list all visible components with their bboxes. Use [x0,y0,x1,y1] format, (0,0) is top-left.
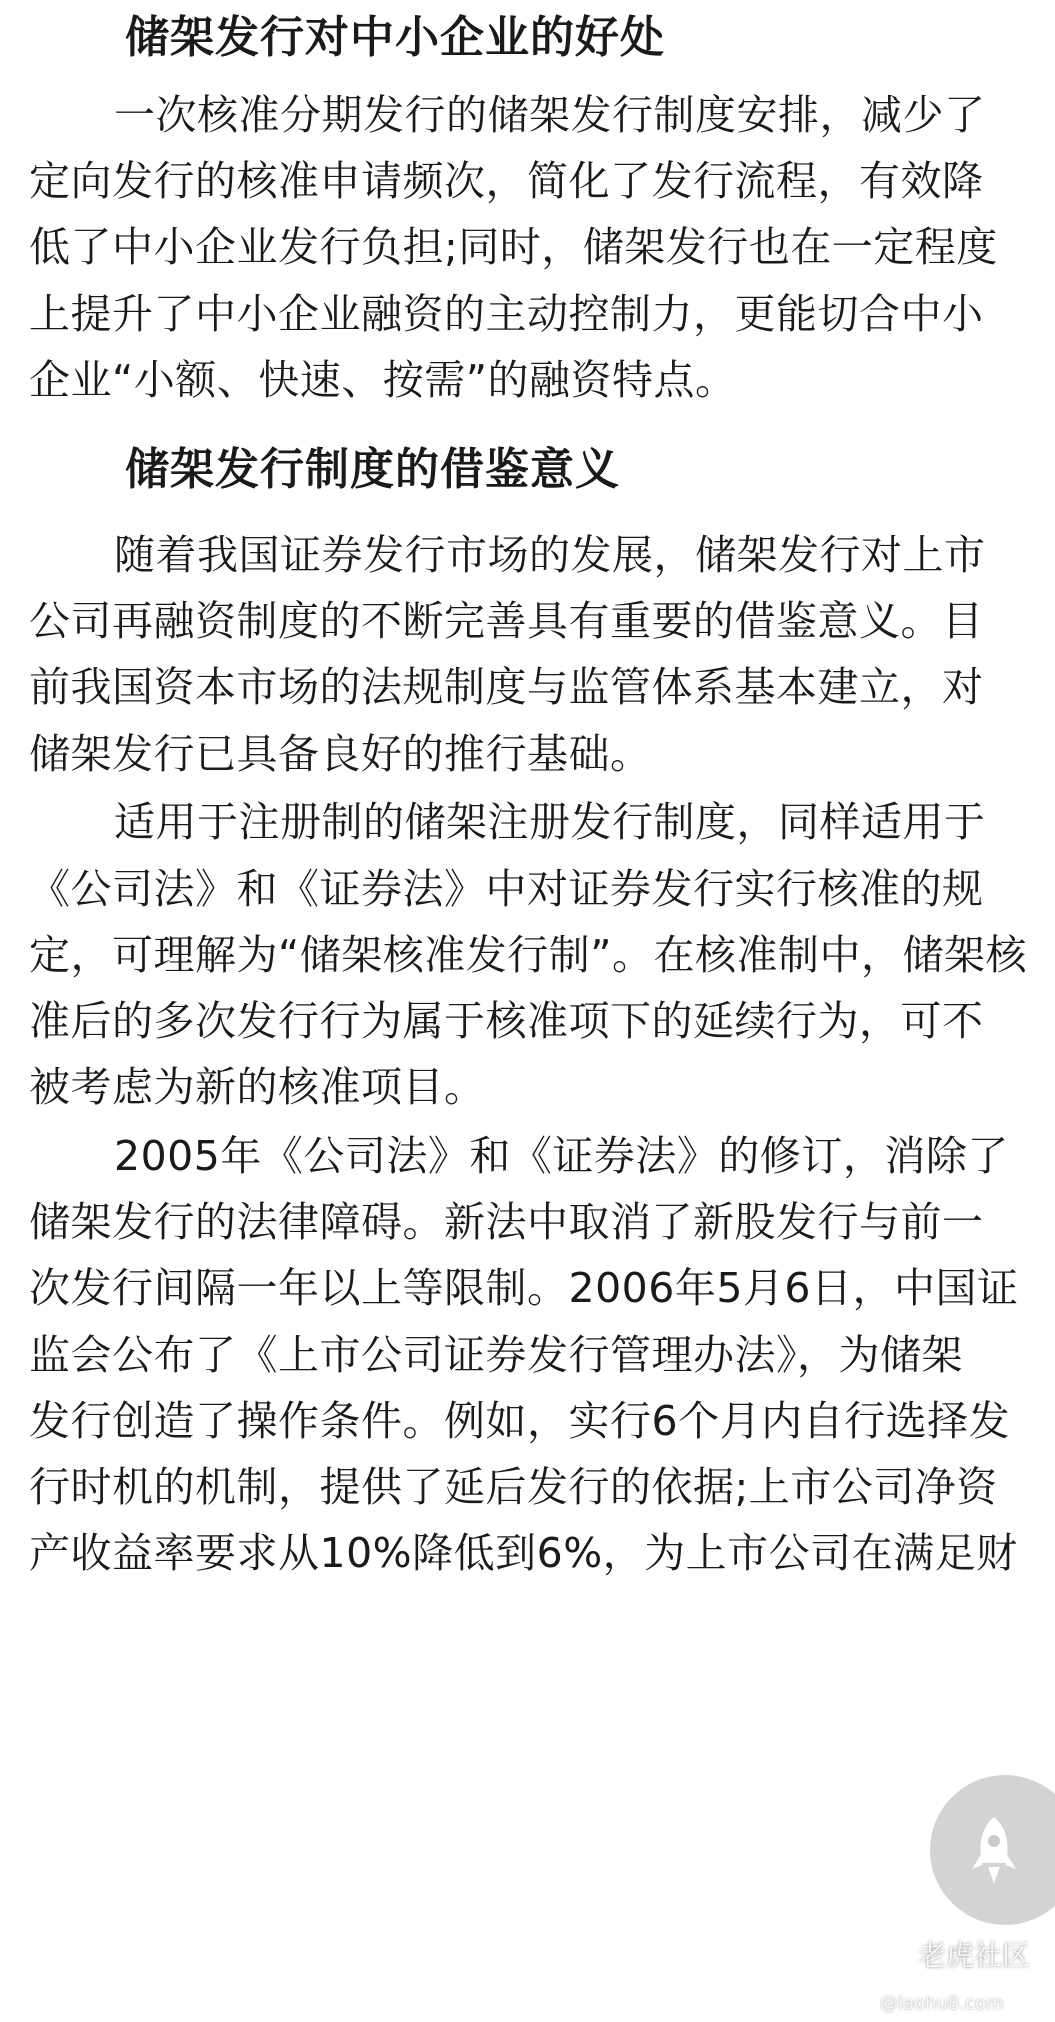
paragraph-line: 监会公布了《上市公司证券发行管理办法》，为储架 [29,1331,963,1379]
paragraph-line: 低了中小企业发行负担;同时，储架发行也在一定程度 [29,223,998,271]
watermark-brand: 老虎社区 [918,1939,1031,1972]
paragraph-line: 2005年《公司法》和《证券法》的修订，消除了 [114,1132,1009,1180]
section-heading: 储架发行制度的借鉴意义 [125,444,620,495]
paragraph-line: 发行创造了操作条件。例如，实行6个月内自行选择发 [29,1397,1011,1445]
paragraph-line: 准后的多次发行行为属于核准项下的延续行为，可不 [29,997,984,1045]
paragraph-line: 公司再融资制度的不断完善具有重要的借鉴意义。目 [29,597,984,645]
paragraph-line: 《公司法》和《证券法》中对证券发行实行核准的规 [29,865,984,913]
paragraph-line: 前我国资本市场的法规制度与监管体系基本建立，对 [29,663,984,711]
rocket-icon [964,1813,1024,1887]
paragraph-line: 次发行间隔一年以上等限制。2006年5月6日，中国证 [29,1264,1019,1312]
paragraph-line: 行时机的机制，提供了延后发行的依据;上市公司净资 [29,1463,998,1511]
paragraph-line: 定，可理解为“储架核准发行制”。在核准制中，储架核 [29,931,1027,979]
watermark-sub: @laohu8.com [880,1993,1004,2014]
paragraph-line: 适用于注册制的储架注册发行制度，同样适用于 [114,798,986,846]
section-heading: 储架发行对中小企业的好处 [125,12,665,63]
paragraph-line: 被考虑为新的核准项目。 [29,1063,486,1111]
paragraph-line: 储架发行已具备良好的推行基础。 [29,730,652,778]
tiger-logo-icon [878,1938,912,1972]
paragraph-line: 一次核准分期发行的储架发行制度安排，减少了 [114,91,986,139]
paragraph-line: 上提升了中小企业融资的主动控制力，更能切合中小 [29,290,984,338]
paragraph-line: 定向发行的核准申请频次，简化了发行流程，有效降 [29,157,984,205]
paragraph-line: 随着我国证券发行市场的发展，储架发行对上市 [114,531,986,579]
paragraph-line: 储架发行的法律障碍。新法中取消了新股发行与前一 [29,1198,984,1246]
paragraph-line: 产收益率要求从10%降低到6%，为上市公司在满足财 [29,1529,1018,1577]
paragraph-line: 企业“小额、快速、按需”的融资特点。 [29,356,737,404]
